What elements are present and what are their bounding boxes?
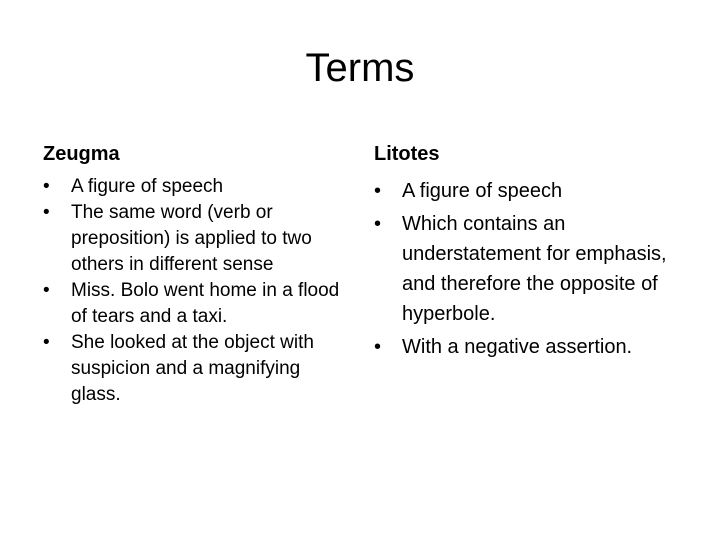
- bullet-dot-icon: •: [43, 202, 50, 223]
- bullet-text: Miss. Bolo went home in a flood of tears and a taxi.: [71, 280, 340, 327]
- bullet-item: [374, 209, 684, 329]
- zeugma-bullet-list: [43, 174, 343, 408]
- bullet-dot-icon: •: [43, 280, 50, 301]
- bullet-item: [43, 330, 343, 408]
- bullet-item: [43, 174, 343, 200]
- bullet-dot-icon: •: [374, 336, 382, 358]
- bullet-text: A figure of speech: [71, 176, 224, 197]
- bullet-text: Which contains an understatement for emphasis, and therefore the opposite of hyperbole.: [402, 213, 667, 325]
- zeugma-column: [43, 140, 343, 408]
- bullet-text: With a negative assertion.: [402, 336, 633, 358]
- bullet-dot-icon: •: [374, 180, 382, 202]
- bullet-item: [374, 176, 684, 206]
- bullet-dot-icon: •: [43, 332, 50, 353]
- bullet-text: The same word (verb or preposition) is applied to two others in different sense: [71, 202, 312, 275]
- bullet-item: [43, 278, 343, 330]
- litotes-heading: Litotes: [374, 143, 440, 165]
- bullet-item: [374, 332, 684, 362]
- bullet-text: She looked at the object with suspicion and a magnifying glass.: [71, 332, 314, 405]
- litotes-column: [374, 140, 684, 365]
- bullet-dot-icon: •: [374, 213, 382, 235]
- bullet-dot-icon: •: [43, 176, 50, 197]
- bullet-item: [43, 200, 343, 278]
- litotes-bullet-list: [374, 176, 684, 362]
- bullet-text: A figure of speech: [402, 180, 563, 202]
- slide-title: Terms: [305, 46, 415, 90]
- zeugma-heading: Zeugma: [43, 143, 120, 165]
